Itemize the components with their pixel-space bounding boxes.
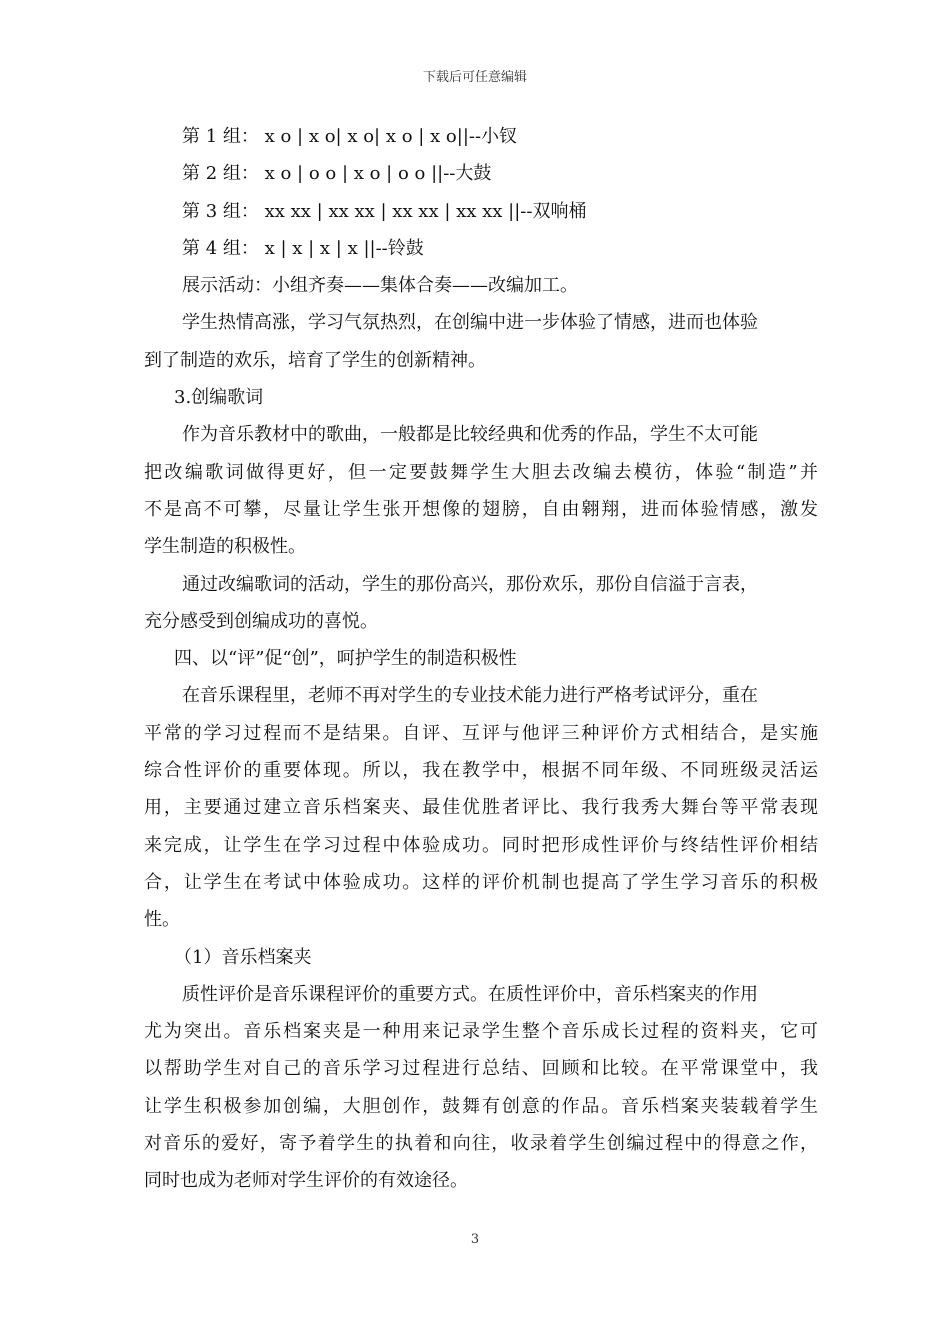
text-line: 平常的学习过程而不是结果。自评、互评与他评三种评价方式相结合，是实施 bbox=[144, 722, 818, 744]
section-heading: 四、以“评”促“创”，呵护学生的制造积极性 bbox=[174, 648, 517, 670]
text-line: 尤为突出。音乐档案夹是一种用来记录学生整个音乐成长过程的资料夹，它可 bbox=[144, 1021, 818, 1043]
page-number: 3 bbox=[470, 1232, 480, 1247]
text-line: 用，主要通过建立音乐档案夹、最佳优胜者评比、我行我秀大舞台等平常表现 bbox=[144, 797, 818, 819]
text-line: 学生热情高涨，学习气氛热烈，在创编中进一步体验了情感，进而也体验 bbox=[182, 312, 758, 334]
text-line: 以帮助学生对自己的音乐学习过程进行总结、回顾和比较。在平常课堂中，我 bbox=[144, 1058, 818, 1080]
text-line: 性。 bbox=[144, 909, 180, 931]
section-heading: （1）音乐档案夹 bbox=[174, 946, 312, 968]
text-line: 把改编歌词做得更好，但一定要鼓舞学生大胆去改编去模彷，体验“制造”并 bbox=[144, 461, 818, 483]
text-line: 第 1 组： x o | x o| x o| x o | x o||--小钗 bbox=[182, 126, 518, 147]
body-text bbox=[144, 118, 818, 1200]
text-line: 不是高不可攀，尽量让学生张开想像的翅膀，自由翱翔，进而体验情感，激发 bbox=[144, 498, 818, 520]
text-line: 来完成，让学生在学习过程中体验成功。同时把形成性评价与终结性评价相结 bbox=[144, 834, 818, 856]
text-line: 第 3 组： xx xx | xx xx | xx xx | xx xx ||--双响桶 bbox=[182, 200, 587, 222]
text-line: 通过改编歌词的活动，学生的那份高兴，那份欢乐，那份自信溢于言表， bbox=[182, 573, 758, 595]
text-line: 充分感受到创编成功的喜悦。 bbox=[144, 610, 378, 632]
text-line: 到了制造的欢乐，培育了学生的创新精神。 bbox=[144, 349, 486, 371]
text-line: 同时也成为老师对学生评价的有效途径。 bbox=[144, 1170, 468, 1192]
text-line: 综合性评价的重要体现。所以，我在教学中，根据不同年级、不同班级灵活运 bbox=[144, 760, 818, 782]
text-line: 作为音乐教材中的歌曲，一般都是比较经典和优秀的作品，学生不太可能 bbox=[182, 424, 758, 446]
text-line: 质性评价是音乐课程评价的重要方式。在质性评价中，音乐档案夹的作用 bbox=[182, 983, 758, 1005]
text-line: 学生制造的积极性。 bbox=[144, 536, 306, 558]
text-line: 在音乐课程里，老师不再对学生的专业技术能力进行严格考试评分，重在 bbox=[182, 685, 758, 707]
text-line: 让学生积极参加创编，大胆创作，鼓舞有创意的作品。音乐档案夹装载着学生 bbox=[144, 1095, 818, 1117]
page-header: 下载后可任意编辑 bbox=[422, 70, 527, 85]
text-line: 展示活动：小组齐奏——集体合奏——改编加工。 bbox=[182, 275, 578, 297]
text-line: 对音乐的爱好，寄予着学生的执着和向往，收录着学生创编过程中的得意之作， bbox=[144, 1133, 818, 1155]
text-line: 合，让学生在考试中体验成功。这样的评价机制也提高了学生学习音乐的积极 bbox=[144, 871, 818, 893]
text-line: 第 2 组： x o | o o | x o | o o ||--大鼓 bbox=[182, 163, 492, 185]
text-line: 第 4 组： x | x | x | x ||--铃鼓 bbox=[182, 237, 424, 259]
section-heading: 3.创编歌词 bbox=[174, 387, 264, 409]
